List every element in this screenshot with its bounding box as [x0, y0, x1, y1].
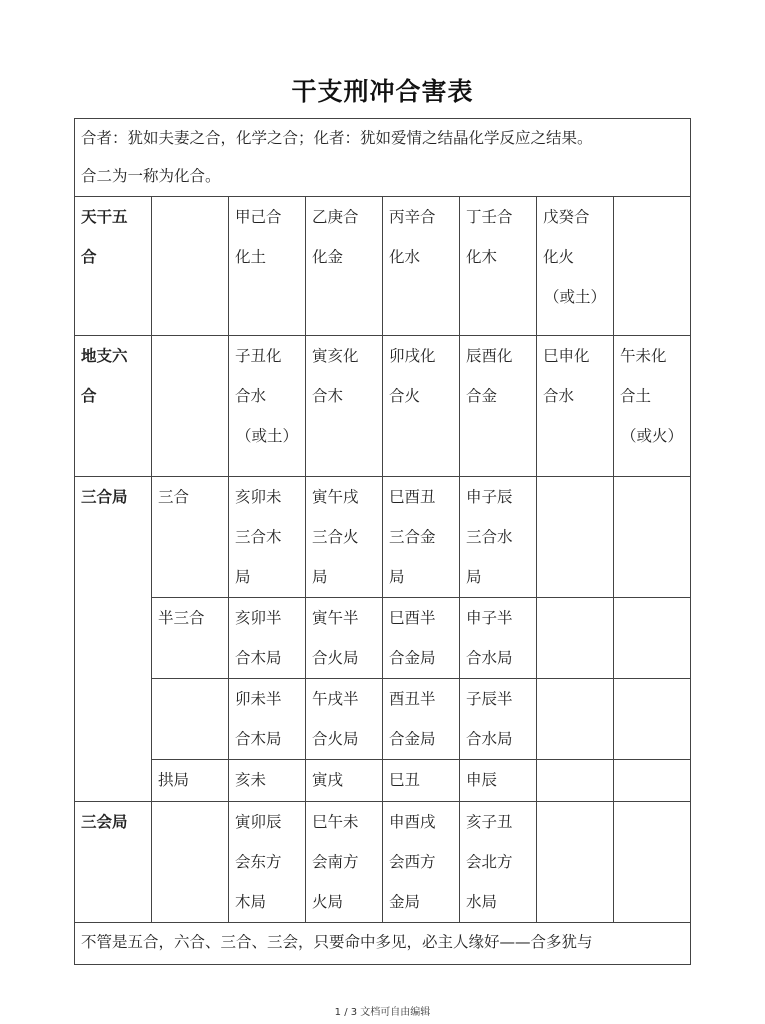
sanhui-row — [75, 802, 691, 923]
tiangan-header-l2: 合 — [81, 248, 97, 266]
empty-cell — [614, 197, 691, 336]
footer-cell — [75, 923, 691, 965]
sanhe-cell — [229, 477, 306, 598]
cell-line: 甲己合 — [235, 208, 282, 226]
cell-line: 合土 — [620, 387, 652, 405]
dizhi-header — [75, 336, 152, 477]
cell-line: 寅卯辰 — [235, 813, 282, 831]
cell-line: 三合木 — [235, 528, 282, 546]
cell-line: 会南方 — [312, 853, 359, 871]
cell-line: 合金局 — [389, 649, 436, 667]
tiangan-cell — [537, 197, 614, 336]
empty-cell — [537, 598, 614, 679]
cell-line: 会北方 — [466, 853, 513, 871]
sanhe-cell — [383, 760, 460, 802]
cell-line: 亥卯未 — [235, 488, 282, 506]
cell-line: 酉丑半 — [389, 690, 436, 708]
dizhi-cell — [306, 336, 383, 477]
sanhui-header — [75, 802, 152, 923]
cell-line: 合水局 — [466, 649, 513, 667]
tiangan-cell — [383, 197, 460, 336]
sanhe-header-text: 三合局 — [81, 488, 128, 506]
cell-line: 三合水 — [466, 528, 513, 546]
cell-line: 三合金 — [389, 528, 436, 546]
tiangan-row — [75, 197, 691, 336]
sanhui-cell — [383, 802, 460, 923]
sanhe-sub-label — [152, 477, 229, 598]
cell-line: 申子辰 — [466, 488, 513, 506]
footer-row — [75, 923, 691, 965]
cell-line: 申酉戌 — [389, 813, 436, 831]
sanhe-cell — [306, 760, 383, 802]
dizhi-row — [75, 336, 691, 477]
sanhui-cell — [229, 802, 306, 923]
sub-label-text: 拱局 — [158, 771, 190, 789]
cell-line: 戊癸合 — [543, 208, 590, 226]
cell-line: 局 — [312, 568, 328, 586]
cell-note: （或土） — [235, 427, 298, 445]
empty-cell — [537, 477, 614, 598]
sanhe-cell — [383, 477, 460, 598]
sanhe-sub-label — [152, 598, 229, 679]
cell-note: （或土） — [543, 288, 606, 306]
cell-line: 申子半 — [466, 609, 513, 627]
cell-line: 化木 — [466, 248, 498, 266]
cell-line: 合火局 — [312, 730, 359, 748]
cell-line: 亥未 — [235, 771, 267, 789]
cell-line: 午戌半 — [312, 690, 359, 708]
cell-line: 乙庚合 — [312, 208, 359, 226]
sanhe-row — [75, 598, 691, 679]
cell-line: 巳申化 — [543, 347, 590, 365]
cell-line: 丁壬合 — [466, 208, 513, 226]
tiangan-cell — [306, 197, 383, 336]
cell-line: 巳丑 — [389, 771, 421, 789]
cell-line: 合火局 — [312, 649, 359, 667]
sub-label-text: 半三合 — [158, 609, 205, 627]
cell-line: 巳酉丑 — [389, 488, 436, 506]
cell-line: 水局 — [466, 893, 498, 911]
sanhe-cell — [306, 679, 383, 760]
sanhe-sub-label — [152, 679, 229, 760]
cell-line: 化水 — [389, 248, 421, 266]
cell-line: 化金 — [312, 248, 344, 266]
dizhi-cell — [537, 336, 614, 477]
intro-row — [75, 119, 691, 197]
sanhe-header — [75, 477, 152, 802]
cell-line: 化土 — [235, 248, 267, 266]
cell-line: 合木局 — [235, 649, 282, 667]
cell-line: 会东方 — [235, 853, 282, 871]
sanhui-cell — [460, 802, 537, 923]
dizhi-cell — [229, 336, 306, 477]
cell-line: 辰酉化 — [466, 347, 513, 365]
cell-line: 合金局 — [389, 730, 436, 748]
empty-cell — [152, 336, 229, 477]
sanhe-row — [75, 477, 691, 598]
cell-line: 化火 — [543, 248, 575, 266]
empty-cell — [614, 679, 691, 760]
sanhe-cell — [383, 598, 460, 679]
empty-cell — [537, 760, 614, 802]
cell-line: 金局 — [389, 893, 421, 911]
cell-line: 三合火 — [312, 528, 359, 546]
cell-line: 局 — [466, 568, 482, 586]
cell-line: 会西方 — [389, 853, 436, 871]
sub-label-text: 三合 — [158, 488, 190, 506]
cell-line: 木局 — [235, 893, 267, 911]
empty-cell — [614, 477, 691, 598]
cell-line: 丙辛合 — [389, 208, 436, 226]
sanhe-row — [75, 760, 691, 802]
sanhui-cell — [306, 802, 383, 923]
tiangan-header — [75, 197, 152, 336]
cell-line: 合火 — [389, 387, 421, 405]
cell-line: 寅午半 — [312, 609, 359, 627]
tiangan-cell — [460, 197, 537, 336]
sanhe-cell — [229, 598, 306, 679]
page-title: 干支刑冲合害表 — [291, 77, 474, 106]
sanhe-cell — [306, 477, 383, 598]
cell-line: 卯未半 — [235, 690, 282, 708]
sanhe-cell — [306, 598, 383, 679]
sanhe-cell — [460, 477, 537, 598]
sanhe-cell — [229, 679, 306, 760]
intro-line-1: 合者：犹如夫妻之合，化学之合；化者：犹如爱情之结晶化学反应之结果。 — [81, 129, 593, 147]
cell-line: 合水局 — [466, 730, 513, 748]
sanhe-cell — [383, 679, 460, 760]
empty-cell — [152, 197, 229, 336]
sanhe-cell — [460, 679, 537, 760]
cell-note: （或火） — [621, 427, 684, 445]
dizhi-header-l1: 地支六 — [81, 347, 128, 365]
dizhi-cell — [383, 336, 460, 477]
cell-line: 寅午戌 — [312, 488, 359, 506]
cell-line: 火局 — [312, 893, 344, 911]
cell-line: 寅戌 — [312, 771, 344, 789]
cell-line: 卯戌化 — [389, 347, 436, 365]
sanhe-cell — [229, 760, 306, 802]
dizhi-header-l2: 合 — [81, 387, 97, 405]
cell-line: 午未化 — [620, 347, 667, 365]
cell-line: 局 — [389, 568, 405, 586]
cell-line: 子丑化 — [235, 347, 282, 365]
empty-cell — [537, 679, 614, 760]
cell-line: 亥子丑 — [466, 813, 513, 831]
cell-line: 合水 — [235, 387, 267, 405]
sanhui-header-text: 三会局 — [81, 813, 128, 831]
sanhe-cell — [460, 598, 537, 679]
cell-line: 申辰 — [466, 771, 498, 789]
ganzhi-table — [74, 118, 691, 965]
cell-line: 合金 — [466, 387, 498, 405]
tiangan-header-l1: 天干五 — [81, 208, 128, 226]
cell-line: 合木 — [312, 387, 344, 405]
intro-cell — [75, 119, 691, 197]
empty-cell — [614, 802, 691, 923]
empty-cell — [537, 802, 614, 923]
sanhe-row — [75, 679, 691, 760]
cell-line: 亥卯半 — [235, 609, 282, 627]
sanhe-sub-label — [152, 760, 229, 802]
cell-line: 寅亥化 — [312, 347, 359, 365]
sanhe-cell — [460, 760, 537, 802]
cell-line: 巳午未 — [312, 813, 359, 831]
cell-line: 子辰半 — [466, 690, 513, 708]
dizhi-cell — [460, 336, 537, 477]
cell-line: 巳酉半 — [389, 609, 436, 627]
cell-line: 合水 — [543, 387, 575, 405]
cell-line: 合木局 — [235, 730, 282, 748]
empty-cell — [614, 760, 691, 802]
footer-text: 不管是五合，六合、三合、三会，只要命中多见，必主人缘好——合多犹与 — [81, 933, 593, 951]
dizhi-cell — [614, 336, 691, 477]
empty-cell — [152, 802, 229, 923]
intro-line-2: 合二为一称为化合。 — [81, 167, 221, 185]
tiangan-cell — [229, 197, 306, 336]
page-number: 1 / 3 文档可自由编辑 — [334, 1007, 431, 1018]
empty-cell — [614, 598, 691, 679]
cell-line: 局 — [235, 568, 251, 586]
